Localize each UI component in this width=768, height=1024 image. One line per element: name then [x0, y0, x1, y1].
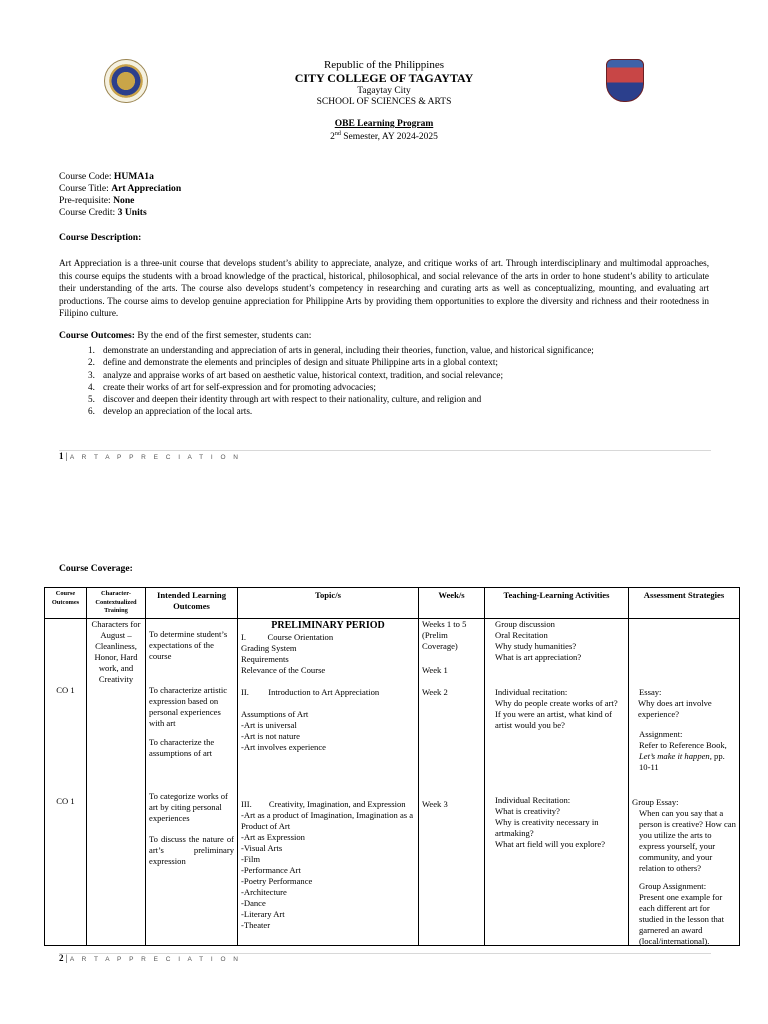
assessment-title: Group Essay: [632, 797, 679, 807]
page-footer [59, 451, 241, 461]
outcome-text: develop an appreciation of the local arts. [103, 406, 253, 417]
page-number: 2 [59, 953, 64, 963]
course-title-label: Course Title: [59, 183, 112, 194]
activity-line: What is creativity? [495, 806, 560, 816]
activity-block [495, 687, 625, 731]
course-coverage-heading: Course Coverage: [59, 563, 133, 574]
footer-separator: | [63, 953, 70, 963]
topic-line: III. Creativity, Imagination, and Expression [241, 799, 406, 809]
period-title: PRELIMINARY PERIOD [271, 620, 385, 631]
assessment-text: When can you say that a person is creative? How can you utilize the arts to express yourself, your community, and your relation to others? [639, 808, 736, 873]
cell-course-outcomes [45, 619, 87, 946]
prerequisite: None [113, 195, 135, 206]
page-footer [59, 953, 241, 963]
topic-block [241, 687, 415, 698]
topic-line: -Art is universal [241, 720, 297, 730]
topic-block [241, 709, 415, 753]
assessment-title: Assignment: [639, 729, 683, 739]
footer-label: A R T A P P R E C I A T I O N [69, 454, 241, 461]
activity-line: Why study humanities? [495, 641, 577, 651]
weeks-block [422, 619, 481, 652]
ilo-item: To determine student’s expectations of the course [149, 629, 228, 661]
assessment-text: Present one example for each different art for studied in the lesson that garnered an award (local/international). [639, 892, 724, 946]
activity-line: Individual Recitation: [495, 795, 571, 805]
semester-number: 2 [330, 132, 335, 143]
course-outcomes-label: Course Outcomes: [59, 330, 135, 341]
co-label: CO 1 [56, 796, 75, 806]
topic-line: Requirements [241, 654, 289, 664]
cell-activities [485, 619, 629, 946]
topic-line: -Architecture [241, 887, 287, 897]
activity-line: What art field will you explore? [495, 839, 606, 849]
course-credit: 3 Units [117, 207, 147, 218]
ilo-item: To discuss the nature of art’s preliminary expression [149, 834, 234, 866]
outcome-text: create their works of art for self-expression and for promoting advocacies; [103, 381, 376, 392]
assessment-group-assignment [632, 881, 736, 947]
footer-label: A R T A P P R E C I A T I O N [69, 956, 241, 963]
activity-block [495, 795, 625, 850]
course-code-line [59, 171, 154, 184]
ilo-item: To characterize artistic expression based on personal experiences with art [149, 685, 228, 728]
topic-line: -Dance [241, 898, 266, 908]
outcome-number: 1. [88, 345, 95, 355]
outcome-item [88, 369, 594, 381]
co-label: CO 1 [56, 685, 75, 695]
activity-line: If you were an artist, what kind of artist would you be? [495, 709, 615, 730]
course-code: HUMA1a [113, 171, 154, 182]
col-course-outcomes: Course Outcomes [45, 588, 87, 619]
topic-line: Assumptions of Art [241, 709, 309, 719]
assessment-text: Why does art involve experience? [638, 698, 712, 719]
course-title-line [59, 183, 181, 196]
assessment-essay [632, 687, 736, 720]
assessment-title: Essay: [639, 687, 662, 697]
course-description-text: Art Appreciation is a three-unit course that develops student’s ability to appreciate, analyze, and critique works of art. Through interdisciplinary and multimodal approaches, this course equips the students with a broad knowledge of the practical, historical, philosophical, and social relevance of the arts in order to hone student’s ability to articulate their understanding of the arts. The course also develops student’s competency in researching and curating arts as well as conceptualizing, mounting, and evaluating art productions. The course aims to develop genuine appreciation for Philippine Arts by providing them opportunities to explore the diversity and richness and their rootedness in Filipino culture. [59, 258, 709, 318]
city-line: Tagaytay City [357, 86, 411, 96]
activity-line: Why do people create works of art? [495, 698, 618, 708]
character-text: Characters for August – Cleanliness, Honor, Hard work, and Creativity [91, 619, 141, 684]
col-assessment: Assessment Strategies [629, 588, 740, 619]
college-name: CITY COLLEGE OF TAGAYTAY [294, 71, 474, 85]
outcome-number: 6. [88, 406, 95, 417]
col-intended-outcomes: Intended Learning Outcomes [146, 588, 238, 619]
course-outcomes-intro: By the end of the first semester, students can: [134, 330, 312, 341]
week-label: Week 2 [422, 687, 448, 697]
cell-character [87, 619, 146, 946]
week-label: Week 3 [422, 799, 448, 809]
week-line: Weeks 1 to 5 [422, 619, 467, 629]
topic-line: Grading System [241, 643, 297, 653]
topic-line: -Art as a product of Imagination, Imagination as a Product of Art [241, 810, 416, 831]
semester-suffix: nd [334, 131, 341, 137]
col-weeks: Week/s [419, 588, 485, 619]
program-title: OBE Learning Program [334, 119, 434, 129]
col-activities: Teaching-Learning Activities [485, 588, 629, 619]
prerequisite-line [59, 195, 134, 208]
course-outcomes-list [88, 344, 594, 418]
course-credit-label: Course Credit: [59, 207, 118, 218]
topic-line: -Theater [241, 920, 271, 930]
topic-line: I. Course Orientation [241, 632, 334, 642]
topic-line: -Literary Art [241, 909, 285, 919]
table-row [45, 619, 740, 946]
topic-line: -Art is not nature [241, 731, 300, 741]
topic-line: -Visual Arts [241, 843, 283, 853]
course-description-heading: Course Description: [59, 232, 142, 243]
page-number: 1 [59, 451, 64, 461]
assessment-assignment [632, 729, 736, 773]
outcome-text: analyze and appraise works of art based on aesthetic value, historical context, tradition, and social relevance; [103, 369, 504, 380]
cell-weeks [419, 619, 485, 946]
activity-line: Group discussion [495, 619, 555, 629]
outcome-item [88, 393, 594, 405]
outcome-item [88, 381, 594, 393]
topic-line: -Art involves experience [241, 742, 326, 752]
activity-line: Oral Recitation [495, 630, 548, 640]
outcome-number: 4. [88, 381, 95, 392]
prerequisite-label: Pre-requisite: [59, 195, 114, 206]
course-credit-line [59, 207, 147, 220]
topic-line: -Art as Expression [241, 832, 305, 842]
outcome-item [88, 356, 594, 368]
course-coverage-table [44, 587, 740, 946]
assessment-text: Refer to Reference Book, [639, 740, 727, 750]
topic-line: -Poetry Performance [241, 876, 313, 886]
course-outcomes-heading [59, 330, 311, 343]
topic-line: -Film [241, 854, 261, 864]
semester-rest: Semester, AY 2024-2025 [340, 132, 438, 143]
cell-topics [238, 619, 419, 946]
outcome-item [88, 344, 594, 356]
activity-line: Individual recitation: [495, 687, 568, 697]
assessment-title: Group Assignment: [639, 881, 707, 891]
course-code-label: Course Code: [59, 171, 114, 182]
topic-block [241, 799, 415, 931]
ilo-item: To characterize the assumptions of art [149, 737, 215, 758]
assessment-pages: , pp. 10-11 [639, 751, 725, 772]
week-label: Week 1 [422, 665, 448, 675]
school-line: SCHOOL OF SCIENCES & ARTS [316, 97, 452, 107]
ilo-item: To categorize works of art by citing personal experiences [149, 791, 228, 823]
outcome-number: 5. [88, 394, 95, 405]
activity-block [495, 619, 625, 663]
course-title: Art Appreciation [111, 183, 182, 194]
topic-line: II. Introduction to Art Appreciation [241, 687, 380, 697]
topic-line: Relevance of the Course [241, 665, 326, 675]
cell-intended-outcomes [146, 619, 238, 946]
table-header-row [45, 588, 740, 619]
country-line: Republic of the Philippines [323, 59, 445, 71]
col-topics: Topic/s [238, 588, 419, 619]
activity-line: Why is creativity necessary in artmaking? [495, 817, 601, 838]
col-character-training: Character-Contextualized Training [87, 588, 146, 619]
week-line: Coverage) [422, 641, 458, 651]
outcome-text: demonstrate an understanding and appreciation of arts in general, including their theories, function, value, and historical significance; [103, 345, 594, 355]
cell-assessment [629, 619, 740, 946]
outcome-item [88, 405, 594, 417]
semester-line [0, 131, 768, 142]
assessment-group-essay [632, 797, 736, 874]
activity-line: What is art appreciation? [495, 652, 582, 662]
topic-line: -Performance Art [241, 865, 301, 875]
topic-block [241, 632, 415, 676]
outcome-number: 2. [88, 357, 95, 368]
outcome-text: discover and deepen their identity through art with respect to their nationality, culture, and religion and [103, 394, 482, 405]
reference-book: Let’s make it happen [639, 751, 710, 761]
outcome-number: 3. [88, 369, 95, 380]
outcome-text: define and demonstrate the elements and principles of design and situate Philippine arts in a global context; [103, 357, 498, 368]
footer-separator: | [63, 451, 70, 461]
week-line: (Prelim [422, 630, 448, 640]
